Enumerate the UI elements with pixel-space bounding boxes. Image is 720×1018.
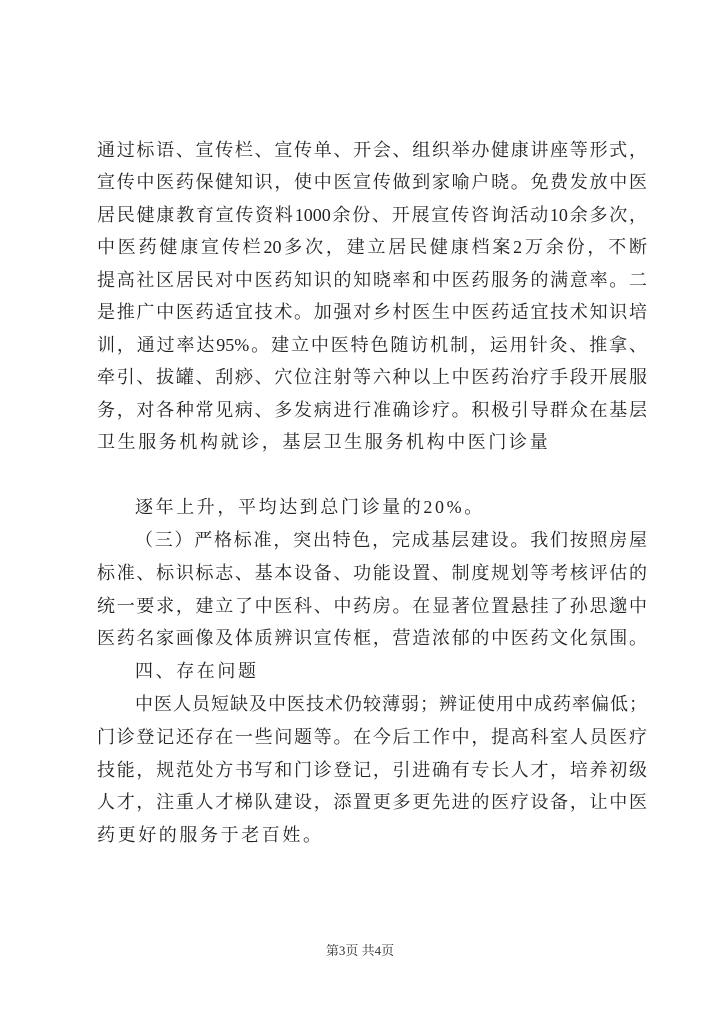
body-text-line: 药更好的服务于老百姓。 — [97, 825, 324, 845]
body-text-line: 门诊登记还存在一些问题等。在今后工作中，提高科室人员医疗 — [97, 727, 647, 747]
body-text-line: 逐年上升，平均达到总门诊量的20%。 — [135, 497, 485, 517]
body-text-line: 居民健康教育宣传资料1000余份、开展宣传咨询活动10余多次， — [97, 205, 647, 225]
body-text-line: 人才，注重人才梯队建设，添置更多更先进的医疗设备，让中医 — [97, 792, 647, 812]
body-text-line: 统一要求，建立了中医科、中药房。在显著位置悬挂了孙思邈中 — [97, 596, 647, 616]
body-text-line: 卫生服务机构就诊，基层卫生服务机构中医门诊量 — [97, 432, 551, 452]
section-heading-3: （三）严格标准，突出特色，完成基层建设。我们按照房屋 — [135, 530, 647, 550]
body-text-line: 标准、标识标志、基本设备、功能设置、制度规划等考核评估的 — [97, 563, 647, 583]
body-text-line: 训，通过率达95%。建立中医特色随访机制，运用针灸、推拿、 — [97, 335, 647, 355]
body-text-line: 提高社区居民对中医药知识的知晓率和中医药服务的满意率。二 — [97, 270, 647, 290]
body-text-line: 牵引、拔罐、刮痧、穴位注射等六种以上中医药治疗手段开展服 — [97, 367, 647, 387]
body-text-line: 技能，规范处方书写和门诊登记，引进确有专长人才，培养初级 — [97, 760, 647, 780]
body-text-line: 是推广中医药适宜技术。加强对乡村医生中医药适宜技术知识培 — [97, 302, 647, 322]
body-text-line: 中医人员短缺及中医技术仍较薄弱；辨证使用中成药率偏低； — [135, 694, 647, 714]
body-text-line: 宣传中医药保健知识，使中医宣传做到家喻户晓。免费发放中医 — [97, 172, 647, 192]
body-text-line: 务，对各种常见病、多发病进行准确诊疗。积极引导群众在基层 — [97, 400, 647, 420]
body-text-line: 中医药健康宣传栏20多次，建立居民健康档案2万余份，不断 — [97, 237, 647, 257]
section-heading-4: 四、存在问题 — [135, 661, 259, 681]
body-text-line: 通过标语、宣传栏、宣传单、开会、组织举办健康讲座等形式， — [97, 140, 647, 160]
body-text-line: 医药名家画像及体质辨识宣传框，营造浓郁的中医药文化氛围。 — [97, 628, 647, 648]
page-number-footer: 第3页 共4页 — [325, 943, 395, 958]
